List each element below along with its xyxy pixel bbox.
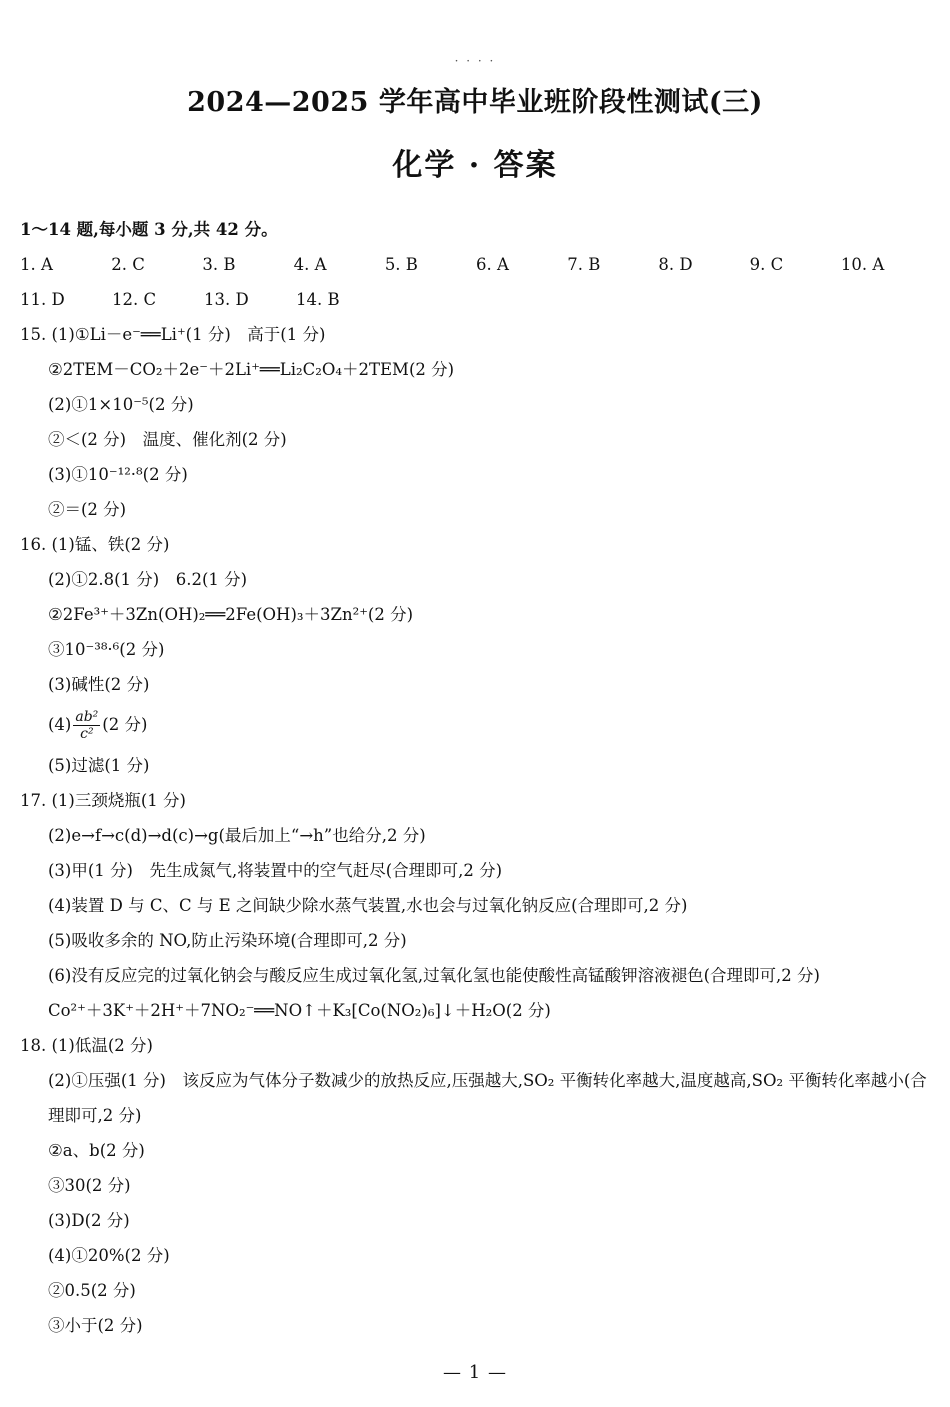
answer-line: ②0.5(2 分) (48, 1281, 136, 1300)
mcq-answer: 8. D (658, 255, 693, 274)
page-subtitle: 化学 · 答案 (392, 148, 558, 183)
mcq-answer: 3. B (202, 255, 236, 274)
answer-line: (5)过滤(1 分) (48, 756, 150, 775)
answer-line: ③小于(2 分) (48, 1316, 143, 1335)
page-number: — 1 — (443, 1362, 507, 1383)
answer-line: (2)①1×10⁻⁵(2 分) (48, 395, 194, 414)
answer-line: (4)①20%(2 分) (48, 1246, 170, 1265)
mcq-row-1 (20, 247, 932, 282)
mcq-answer: 13. D (204, 290, 249, 309)
answer-line: 15. (1)①Li－e⁻══Li⁺(1 分) 高于(1 分) (20, 325, 326, 344)
answer-line: ②2Fe³⁺＋3Zn(OH)₂══2Fe(OH)₃＋3Zn²⁺(2 分) (48, 605, 414, 624)
mcq-row-2 (20, 282, 932, 317)
answer-line: (3)甲(1 分) 先生成氮气,将装置中的空气赶尽(合理即可,2 分) (48, 861, 503, 880)
answer-content (20, 212, 932, 1343)
mcq-answer: 12. C (112, 290, 157, 309)
mcq-answer: 10. A (840, 255, 885, 274)
answer-prefix: (4) (48, 715, 72, 734)
answer-line: ②2TEM－CO₂＋2e⁻＋2Li⁺══Li₂C₂O₄＋2TEM(2 分) (48, 360, 455, 379)
answer-line: Co²⁺＋3K⁺＋2H⁺＋7NO₂⁻══NO↑＋K₃[Co(NO₂)₆]↓＋H₂O(2 分) (48, 1001, 551, 1020)
mcq-answer: 2. C (111, 255, 145, 274)
answer-line: (6)没有反应完的过氧化钠会与酸反应生成过氧化氢,过氧化氢也能使酸性高锰酸钾溶液褪色(合理即可,2 分) (48, 966, 820, 985)
answer-line: (3)碱性(2 分) (48, 675, 150, 694)
mcq-heading: 1～14 题,每小题 3 分,共 42 分。 (20, 220, 278, 239)
mcq-answer: 4. A (293, 255, 327, 274)
mcq-answer: 7. B (567, 255, 601, 274)
mcq-answer: 1. A (20, 255, 53, 274)
answer-line: (2)①压强(1 分) 该反应为气体分子数减少的放热反应,压强越大,SO₂ 平衡转化率越大,温度越高,SO₂ 平衡转化率越小(合理即可,2 分) (48, 1071, 927, 1125)
mcq-answer: 6. A (476, 255, 509, 274)
answer-line: ②＝(2 分) (48, 500, 127, 519)
fraction-denominator: c² (80, 726, 94, 742)
answer-line: 16. (1)锰、铁(2 分) (20, 535, 170, 554)
answer-line: (3)D(2 分) (48, 1211, 130, 1230)
fraction (73, 709, 100, 742)
answer-line: ②＜(2 分) 温度、催化剂(2 分) (48, 430, 287, 449)
mcq-answer: 5. B (384, 255, 418, 274)
top-mark: · · · · (454, 54, 496, 68)
fraction-numerator: ab² (75, 709, 99, 725)
mcq-answer: 9. C (749, 255, 784, 274)
page-title: 2024—2025 学年高中毕业班阶段性测试(三) (187, 87, 763, 118)
answer-line: ③30(2 分) (48, 1176, 131, 1195)
answer-line: 18. (1)低温(2 分) (20, 1036, 153, 1055)
answer-line: (2)e→f→c(d)→d(c)→g(最后加上“→h”也给分,2 分) (48, 826, 426, 845)
answer-line: 17. (1)三颈烧瓶(1 分) (20, 791, 186, 810)
mcq-answer: 14. B (296, 290, 340, 309)
answer-line: (2)①2.8(1 分) 6.2(1 分) (48, 570, 248, 589)
answer-line: ②a、b(2 分) (48, 1141, 145, 1160)
answer-line: (5)吸收多余的 NO,防止污染环境(合理即可,2 分) (48, 931, 407, 950)
answer-line: (4)装置 D 与 C、C 与 E 之间缺少除水蒸气装置,水也会与过氧化钠反应(合理即可,2 分) (48, 896, 688, 915)
answer-line: ③10⁻³⁸·⁶(2 分) (48, 640, 165, 659)
answer-suffix: (2 分) (102, 715, 148, 734)
answer-line: (3)①10⁻¹²·⁸(2 分) (48, 465, 188, 484)
fraction-answer-line (20, 702, 932, 748)
mcq-answer: 11. D (20, 290, 65, 309)
